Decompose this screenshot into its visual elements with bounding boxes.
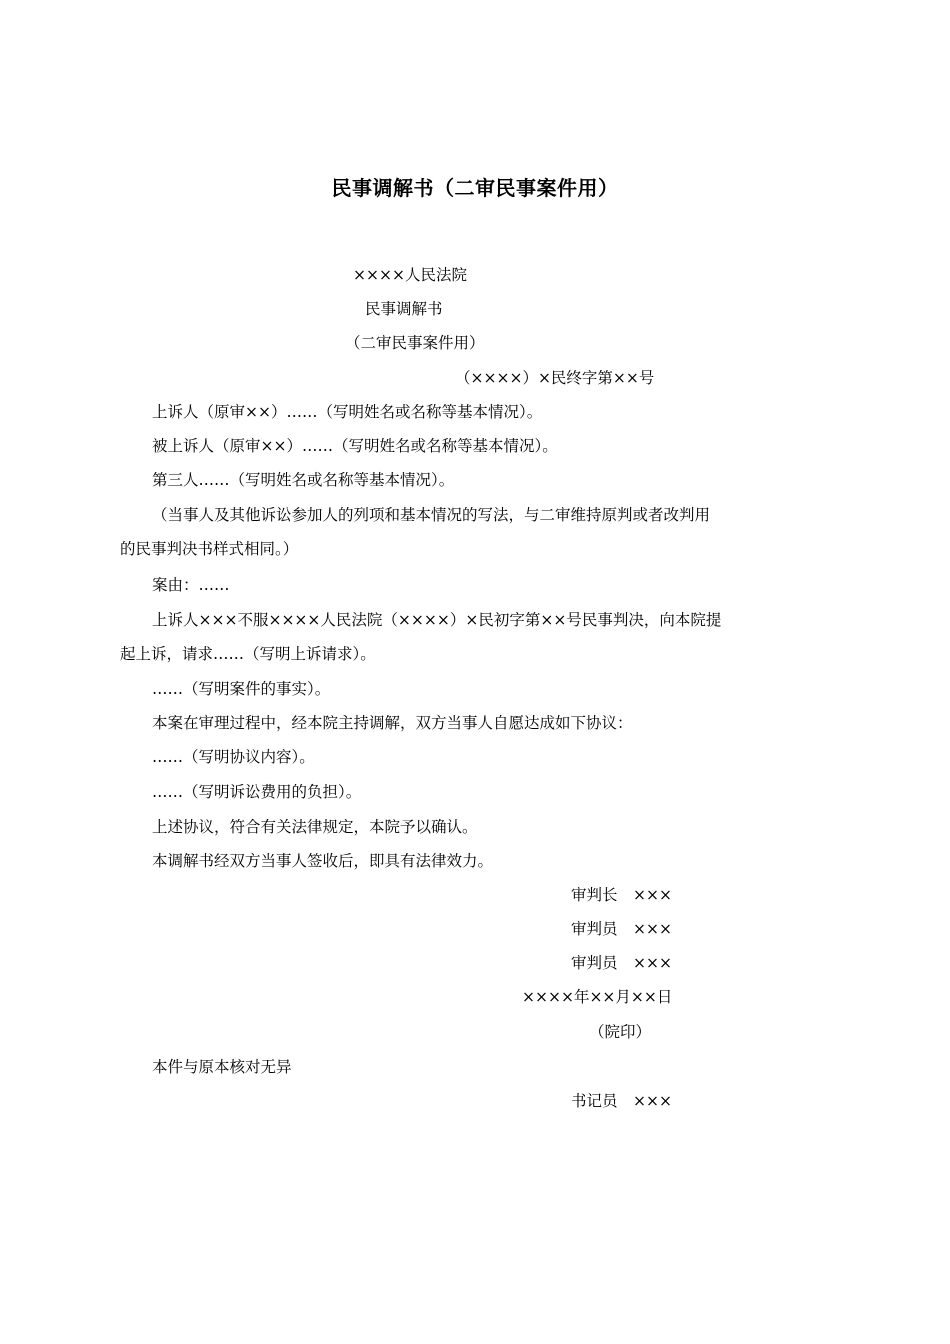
appeal-paragraph: 上诉人×××不服××××人民法院（××××）×民初字第××号民事判决，向本院提起上诉，请求……（写明上诉请求）。 bbox=[120, 611, 722, 663]
appellee-line: 被上诉人（原审××）……（写明姓名或名称等基本情况）。 bbox=[152, 437, 558, 455]
costs-line: ……（写明诉讼费用的负担）。 bbox=[152, 783, 362, 801]
agreement-line: ……（写明协议内容）。 bbox=[152, 748, 315, 766]
court-seal: （院印） bbox=[589, 1023, 652, 1041]
judge-signature-1: 审判员 ××× bbox=[571, 920, 672, 938]
third-party-line: 第三人……（写明姓名或名称等基本情况）。 bbox=[152, 471, 455, 489]
party-note-paragraph: （当事人及其他诉讼参加人的列项和基本情况的写法，与二审维持原判或者改判用的民事判决书样式相同。） bbox=[120, 506, 711, 558]
document-type: 民事调解书 bbox=[365, 300, 443, 318]
mediation-line: 本案在审理过程中，经本院主持调解，双方当事人自愿达成如下协议： bbox=[152, 714, 633, 732]
case-number: （××××）×民终字第××号 bbox=[455, 369, 655, 387]
chief-judge-signature: 审判长 ××× bbox=[571, 886, 672, 904]
document-title: 民事调解书（二审民事案件用） bbox=[331, 176, 619, 200]
clerk-signature: 书记员 ××× bbox=[571, 1092, 672, 1110]
facts-line: ……（写明案件的事实）。 bbox=[152, 680, 331, 698]
effect-line: 本调解书经双方当事人签收后，即具有法律效力。 bbox=[152, 852, 494, 870]
confirmation-line: 上述协议，符合有关法律规定，本院予以确认。 bbox=[152, 818, 478, 836]
signing-date: ××××年××月××日 bbox=[522, 988, 673, 1006]
judge-signature-2: 审判员 ××× bbox=[571, 954, 672, 972]
appellant-line: 上诉人（原审××）……（写明姓名或名称等基本情况）。 bbox=[152, 403, 543, 421]
document-subtitle: （二审民事案件用） bbox=[345, 334, 485, 352]
court-name: ××××人民法院 bbox=[353, 266, 467, 284]
cause-line: 案由：…… bbox=[152, 576, 230, 594]
verification-note: 本件与原本核对无异 bbox=[152, 1058, 292, 1076]
